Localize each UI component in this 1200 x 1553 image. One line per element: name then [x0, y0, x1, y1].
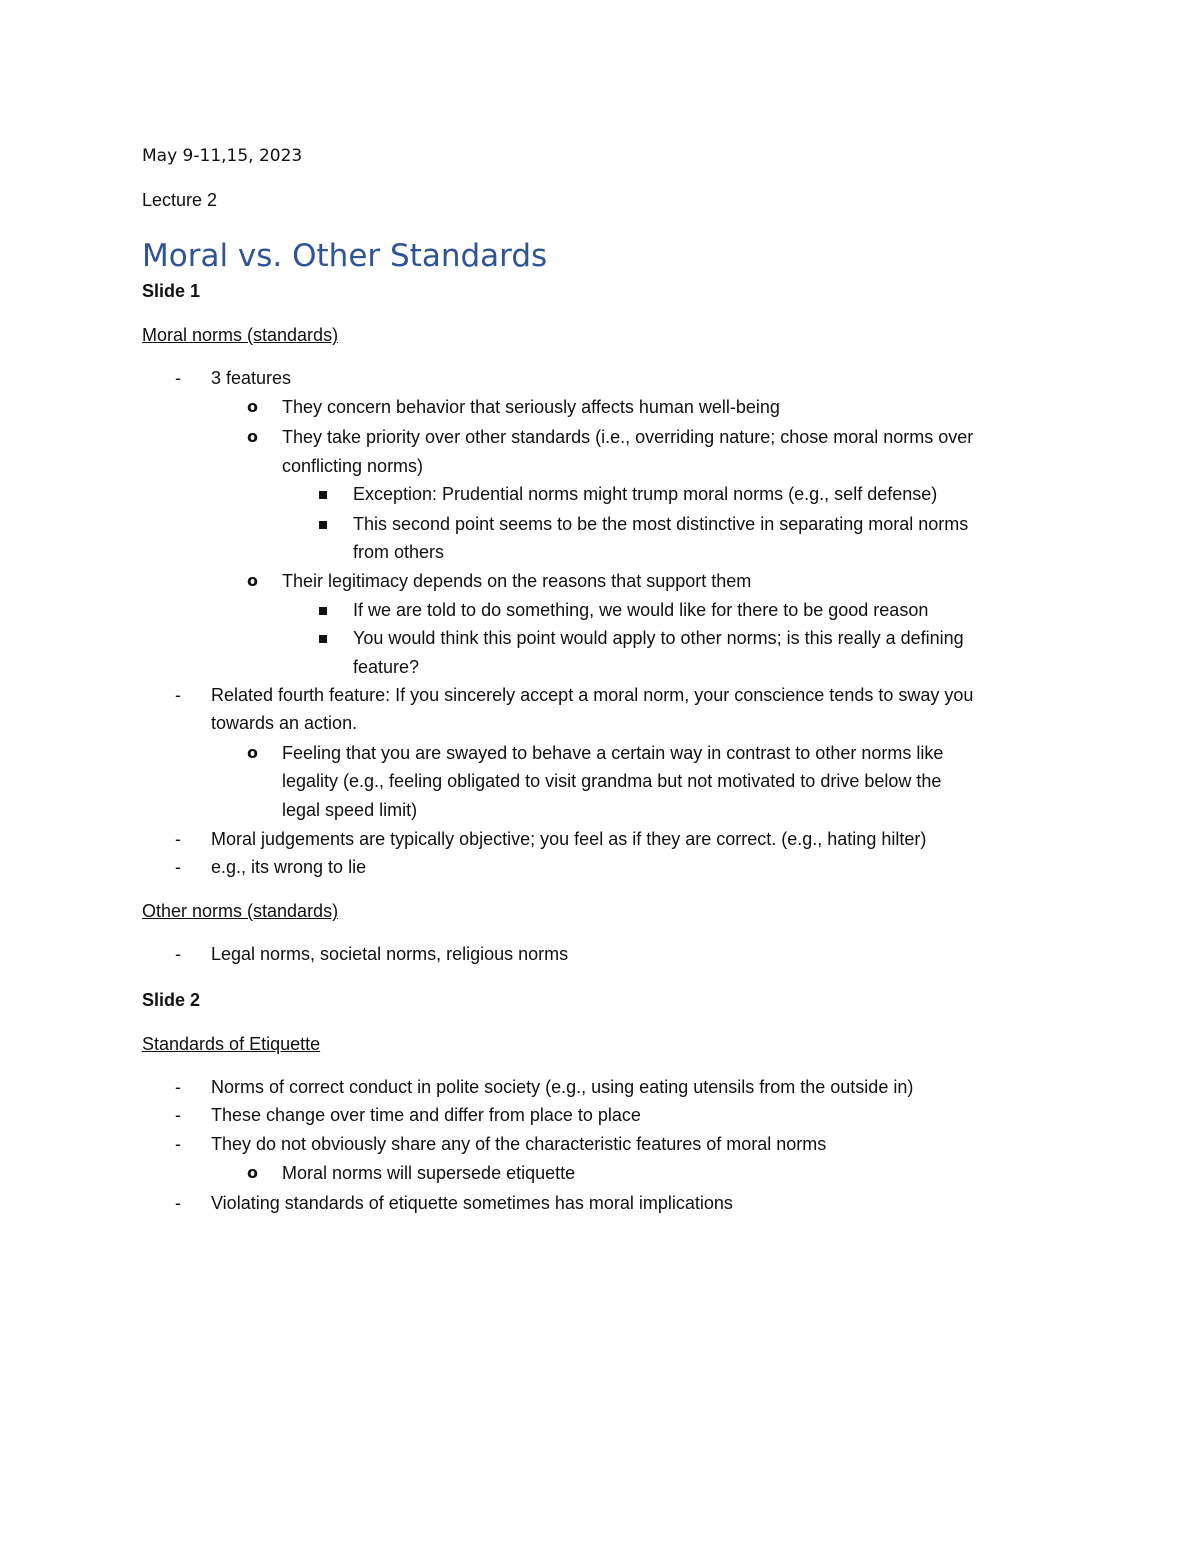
dash-bullet: - [175, 1105, 181, 1125]
list-item: e.g., its wrong to lie [211, 857, 367, 877]
circle-bullet: o [247, 427, 258, 446]
list-item: Their legitimacy depends on the reasons that support them [282, 571, 752, 591]
list-item: This second point seems to be the most distinctive in separating moral norms [353, 514, 969, 534]
list-item: Related fourth feature: If you sincerely accept a moral norm, your conscience tends to sway you [211, 685, 974, 705]
dash-bullet: - [175, 368, 181, 388]
slide-2-label: Slide 2 [142, 990, 201, 1010]
date-line: May 9-11,15, 2023 [142, 146, 303, 166]
moral-norms-heading: Moral norms (standards) [142, 325, 339, 345]
list-item: Violating standards of etiquette sometimes has moral implications [211, 1193, 733, 1213]
etiquette-heading: Standards of Etiquette [142, 1034, 321, 1054]
square-bullet [319, 607, 327, 615]
list-item-continuation: legality (e.g., feeling obligated to visit grandma but not motivated to drive below the [282, 771, 942, 791]
list-item: They do not obviously share any of the characteristic features of moral norms [211, 1134, 827, 1154]
circle-bullet: o [247, 571, 258, 590]
list-item: 3 features [211, 368, 292, 388]
list-item-continuation: legal speed limit) [282, 800, 418, 820]
other-norms-heading: Other norms (standards) [142, 901, 339, 921]
dash-bullet: - [175, 1134, 181, 1154]
list-item: Exception: Prudential norms might trump moral norms (e.g., self defense) [353, 484, 938, 504]
dash-bullet: - [175, 857, 181, 877]
list-item: These change over time and differ from place to place [211, 1105, 641, 1125]
list-item: If we are told to do something, we would like for there to be good reason [353, 600, 929, 620]
list-item: Moral judgements are typically objective; you feel as if they are correct. (e.g., hating hilter) [211, 829, 927, 849]
list-item-continuation: conflicting norms) [282, 456, 424, 476]
page-title: Moral vs. Other Standards [142, 238, 548, 274]
list-item: You would think this point would apply to other norms; is this really a defining [353, 628, 964, 648]
slide-1-label: Slide 1 [142, 281, 201, 301]
square-bullet [319, 521, 327, 529]
list-item-continuation: towards an action. [211, 713, 358, 733]
circle-bullet: o [247, 743, 258, 762]
list-item: They concern behavior that seriously affects human well-being [282, 397, 780, 417]
dash-bullet: - [175, 1193, 181, 1213]
square-bullet [319, 635, 327, 643]
lecture-label: Lecture 2 [142, 190, 218, 210]
dash-bullet: - [175, 944, 181, 964]
list-item: They take priority over other standards (i.e., overriding nature; chose moral norms over [282, 427, 974, 447]
circle-bullet: o [247, 1163, 258, 1182]
list-item: Legal norms, societal norms, religious norms [211, 944, 569, 964]
list-item: Norms of correct conduct in polite society (e.g., using eating utensils from the outside in) [211, 1077, 914, 1097]
dash-bullet: - [175, 829, 181, 849]
list-item: Feeling that you are swayed to behave a certain way in contrast to other norms like [282, 743, 944, 763]
list-item: Moral norms will supersede etiquette [282, 1163, 576, 1183]
dash-bullet: - [175, 1077, 181, 1097]
dash-bullet: - [175, 685, 181, 705]
circle-bullet: o [247, 397, 258, 416]
list-item-continuation: from others [353, 542, 445, 562]
square-bullet [319, 491, 327, 499]
list-item-continuation: feature? [353, 657, 420, 677]
